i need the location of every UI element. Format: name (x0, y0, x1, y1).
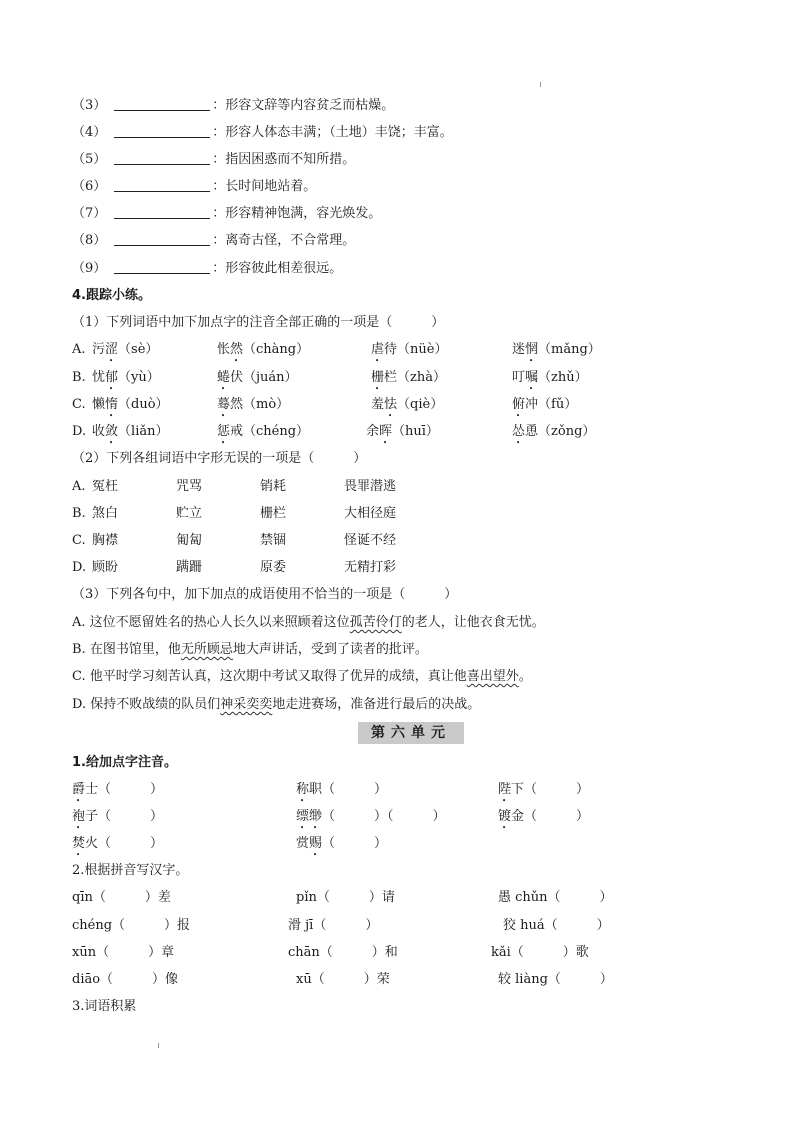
hanzi-item[interactable]: qīn（ ）差 (72, 890, 171, 905)
hanzi-item[interactable]: chéng（ ）报 (72, 918, 191, 933)
question-stem: （1）下列词语中加下加点字的注音全部正确的一项是（ ） (72, 315, 445, 330)
option-word[interactable]: 大相径庭 (344, 506, 397, 521)
option-word[interactable]: 蹒跚 (176, 560, 203, 575)
hanzi-item[interactable]: diāo（ ）像 (72, 972, 179, 987)
option-word[interactable]: 原委 (260, 560, 287, 575)
section-heading: 1.给加点字注音。 (72, 755, 177, 770)
option-label: B. (72, 370, 86, 385)
definition-row: （5） ：指因困惑而不知所措。 (72, 152, 356, 167)
option-word[interactable]: 胸襟 (92, 533, 119, 548)
hanzi-item[interactable]: xūn（ ）章 (72, 945, 175, 960)
answer-blank[interactable] (114, 151, 210, 165)
answer-blank[interactable] (114, 205, 210, 219)
option-label: A. (72, 479, 86, 494)
option-item[interactable]: 余晖（huī） (366, 424, 439, 439)
hanzi-item[interactable]: 较 liàng（ ） (498, 972, 613, 987)
answer-blank[interactable] (114, 260, 210, 274)
option-word[interactable]: 贮立 (176, 506, 203, 521)
definition-row: （6） ：长时间地站着。 (72, 179, 317, 194)
section-heading: 2.根据拼音写汉字。 (72, 863, 189, 878)
option-label: D. (72, 424, 87, 439)
option-item[interactable]: 怅然（chàng） (217, 342, 310, 357)
option-sentence[interactable]: B. 在图书馆里，他无所顾忌地大声讲话，受到了读者的批评。 (72, 642, 428, 657)
answer-blank[interactable] (114, 232, 210, 246)
option-word[interactable]: 栅栏 (260, 506, 287, 521)
option-item[interactable]: 惩戒（chéng） (217, 424, 310, 439)
option-word[interactable]: 无精打彩 (344, 560, 397, 575)
hanzi-item[interactable]: pǐn（ ）请 (296, 890, 395, 905)
option-item[interactable]: 虐待（nüè） (371, 342, 448, 357)
answer-blank[interactable] (114, 178, 210, 192)
answer-blank[interactable] (114, 97, 210, 111)
option-word[interactable]: 煞白 (92, 506, 119, 521)
pinyin-item[interactable]: 陛下（ ） (498, 782, 590, 797)
question-stem: （3）下列各句中，加下加点的成语使用不恰当的一项是（ ） (72, 587, 458, 602)
definition-row: （9） ：形容彼此相差很远。 (72, 261, 343, 276)
option-word[interactable]: 怪诞不经 (344, 533, 397, 548)
option-item[interactable]: 懒惰（duò） (92, 397, 169, 412)
option-item[interactable]: 迷惘（mǎng） (512, 342, 601, 357)
option-label: B. (72, 506, 86, 521)
option-word[interactable]: 销耗 (260, 479, 287, 494)
option-item[interactable]: 忧郁（yù） (92, 370, 160, 385)
answer-blank[interactable] (114, 124, 210, 138)
question-stem: （2）下列各组词语中字形无误的一项是（ ） (72, 451, 367, 466)
option-item[interactable]: 蓦然（mò） (217, 397, 290, 412)
option-item[interactable]: 收敛（liǎn） (92, 424, 169, 439)
hanzi-item[interactable]: xū（ ）荣 (296, 972, 390, 987)
pinyin-item[interactable]: 袍子（ ） (72, 809, 164, 824)
hanzi-item[interactable]: 滑 jī（ ） (288, 918, 379, 933)
hanzi-item[interactable]: kǎi（ ）歌 (491, 945, 589, 960)
option-word[interactable]: 畏罪潜逃 (344, 479, 397, 494)
option-item[interactable]: 俯冲（fǔ） (512, 397, 578, 412)
scan-mark (158, 1043, 159, 1048)
scan-mark (540, 82, 541, 87)
hanzi-item[interactable]: 愚 chǔn（ ） (498, 890, 613, 905)
option-label: C. (72, 397, 86, 412)
pinyin-item[interactable]: 称职（ ） (296, 782, 388, 797)
option-item[interactable]: 叮嘱（zhǔ） (512, 370, 588, 385)
pinyin-item[interactable]: 赏赐（ ） (296, 836, 388, 851)
definition-row: （8） ：离奇古怪，不合常理。 (72, 233, 356, 248)
option-label: A. (72, 342, 86, 357)
definition-row: （7） ：形容精神饱满，容光焕发。 (72, 206, 382, 221)
option-item[interactable]: 蜷伏（juán） (217, 370, 298, 385)
option-word[interactable]: 禁锢 (260, 533, 287, 548)
pinyin-item[interactable]: 焚火（ ） (72, 836, 164, 851)
option-item[interactable]: 怂恿（zǒng） (512, 424, 596, 439)
option-sentence[interactable]: A. 这位不愿留姓名的热心人长久以来照顾着这位孤苦伶仃的老人，让他衣食无忧。 (72, 615, 545, 630)
option-word[interactable]: 匍匐 (176, 533, 203, 548)
option-word[interactable]: 冤枉 (92, 479, 119, 494)
hanzi-item[interactable]: 狡 huá（ ） (503, 918, 610, 933)
option-item[interactable]: 污涩（sè） (92, 342, 159, 357)
option-item[interactable]: 羞怯（qiè） (371, 397, 444, 412)
option-label: D. (72, 560, 87, 575)
pinyin-item[interactable]: 爵士（ ） (72, 782, 164, 797)
section-heading: 4.跟踪小练。 (72, 288, 151, 303)
option-word[interactable]: 咒骂 (176, 479, 203, 494)
section-heading: 3.词语积累 (72, 999, 137, 1014)
pinyin-item[interactable]: 镀金（ ） (498, 809, 590, 824)
definition-row: （3） ：形容文辞等内容贫乏而枯燥。 (72, 98, 395, 113)
hanzi-item[interactable]: chān（ ）和 (288, 945, 398, 960)
option-word[interactable]: 顾盼 (92, 560, 119, 575)
option-sentence[interactable]: D. 保持不败战绩的队员们神采奕奕地走进赛场，准备进行最后的决战。 (72, 697, 481, 712)
unit-title: 第六单元 (358, 722, 464, 744)
option-item[interactable]: 栅栏（zhà） (371, 370, 446, 385)
option-label: C. (72, 533, 86, 548)
definition-row: （4） ：形容人体态丰满；（土地）丰饶；丰富。 (72, 125, 453, 140)
pinyin-item[interactable]: 缥缈（ ）（ ） (296, 809, 446, 824)
option-sentence[interactable]: C. 他平时学习刻苦认真，这次期中考试又取得了优异的成绩，真让他喜出望外。 (72, 669, 532, 684)
